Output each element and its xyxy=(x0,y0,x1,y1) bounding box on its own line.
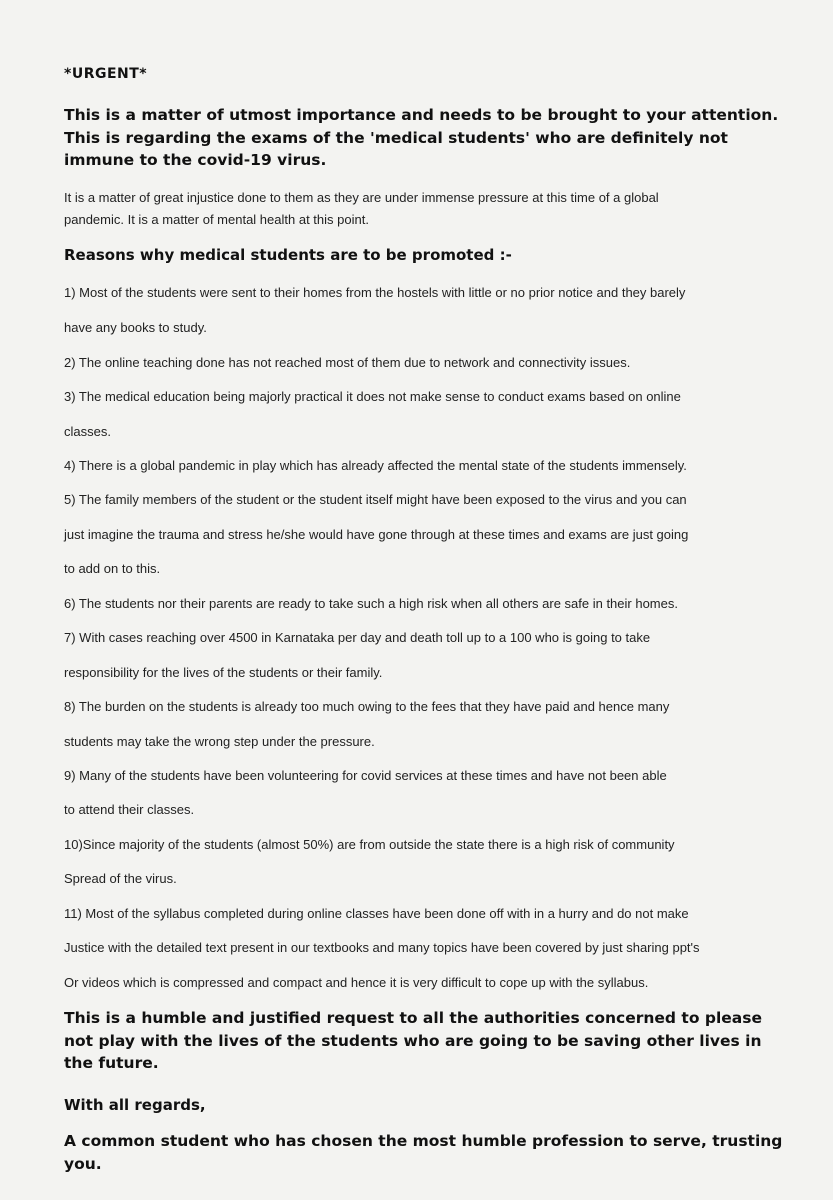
reason-line: just imagine the trauma and stress he/she would have gone through at these times and exams are just going xyxy=(64,527,689,542)
reason-line: 5) The family members of the student or the student itself might have been exposed to the virus and you can xyxy=(64,492,687,507)
closing-line: the future. xyxy=(64,1054,159,1072)
reason-line: 2) The online teaching done has not reached most of them due to network and connectivity issues. xyxy=(64,355,631,370)
reason-line: Justice with the detailed text present in our textbooks and many topics have been covered by just sharing ppt's xyxy=(64,940,700,955)
reason-line: classes. xyxy=(64,424,111,439)
signature-line: you. xyxy=(64,1154,102,1173)
intro-line: This is regarding the exams of the 'medical students' who are definitely not xyxy=(64,128,728,147)
reasons-title: Reasons why medical students are to be promoted :- xyxy=(64,246,512,264)
reason-line: to attend their classes. xyxy=(64,802,195,817)
urgent-label: *URGENT* xyxy=(64,66,148,82)
reason-line: Spread of the virus. xyxy=(64,871,177,886)
reason-line: students may take the wrong step under the pressure. xyxy=(64,734,375,749)
reason-line: 10)Since majority of the students (almost 50%) are from outside the state there is a high risk of community xyxy=(64,837,675,852)
regards-line: With all regards, xyxy=(64,1096,206,1114)
body-line: It is a matter of great injustice done to them as they are under immense pressure at this time of a global xyxy=(64,190,659,205)
intro-paragraph xyxy=(64,104,784,172)
closing-paragraph xyxy=(64,1007,784,1075)
reason-line: to add on to this. xyxy=(64,561,161,576)
reason-line: 9) Many of the students have been volunteering for covid services at these times and have not been able xyxy=(64,768,667,783)
body-line: pandemic. It is a matter of mental health at this point. xyxy=(64,212,369,227)
reason-line: 6) The students nor their parents are ready to take such a high risk when all others are safe in their homes. xyxy=(64,596,678,611)
reason-line: 4) There is a global pandemic in play which has already affected the mental state of the students immensely. xyxy=(64,458,687,473)
closing-line: not play with the lives of the students who are going to be saving other lives in xyxy=(64,1031,762,1050)
intro-line: This is a matter of utmost importance and needs to be brought to your attention. xyxy=(64,106,779,124)
reason-line: have any books to study. xyxy=(64,320,207,335)
intro-line: immune to the covid-19 virus. xyxy=(64,151,327,169)
reason-line: 3) The medical education being majorly practical it does not make sense to conduct exams based on online xyxy=(64,389,681,404)
reason-line: 7) With cases reaching over 4500 in Karnataka per day and death toll up to a 100 who is going to take xyxy=(64,630,651,645)
reason-line: Or videos which is compressed and compact and hence it is very difficult to cope up with the syllabus. xyxy=(64,975,649,990)
closing-line: This is a humble and justified request to all the authorities concerned to please xyxy=(64,1009,762,1027)
reason-line: 1) Most of the students were sent to their homes from the hostels with little or no prior notice and they barely xyxy=(64,285,686,300)
reason-line: responsibility for the lives of the students or their family. xyxy=(64,665,383,680)
signature-line: A common student who has chosen the most humble profession to serve, trusting xyxy=(64,1132,783,1150)
reason-line: 11) Most of the syllabus completed during online classes have been done off with in a hurry and do not make xyxy=(64,906,689,921)
signature-paragraph xyxy=(64,1130,784,1175)
reason-line: 8) The burden on the students is already too much owing to the fees that they have paid and hence many xyxy=(64,699,670,714)
